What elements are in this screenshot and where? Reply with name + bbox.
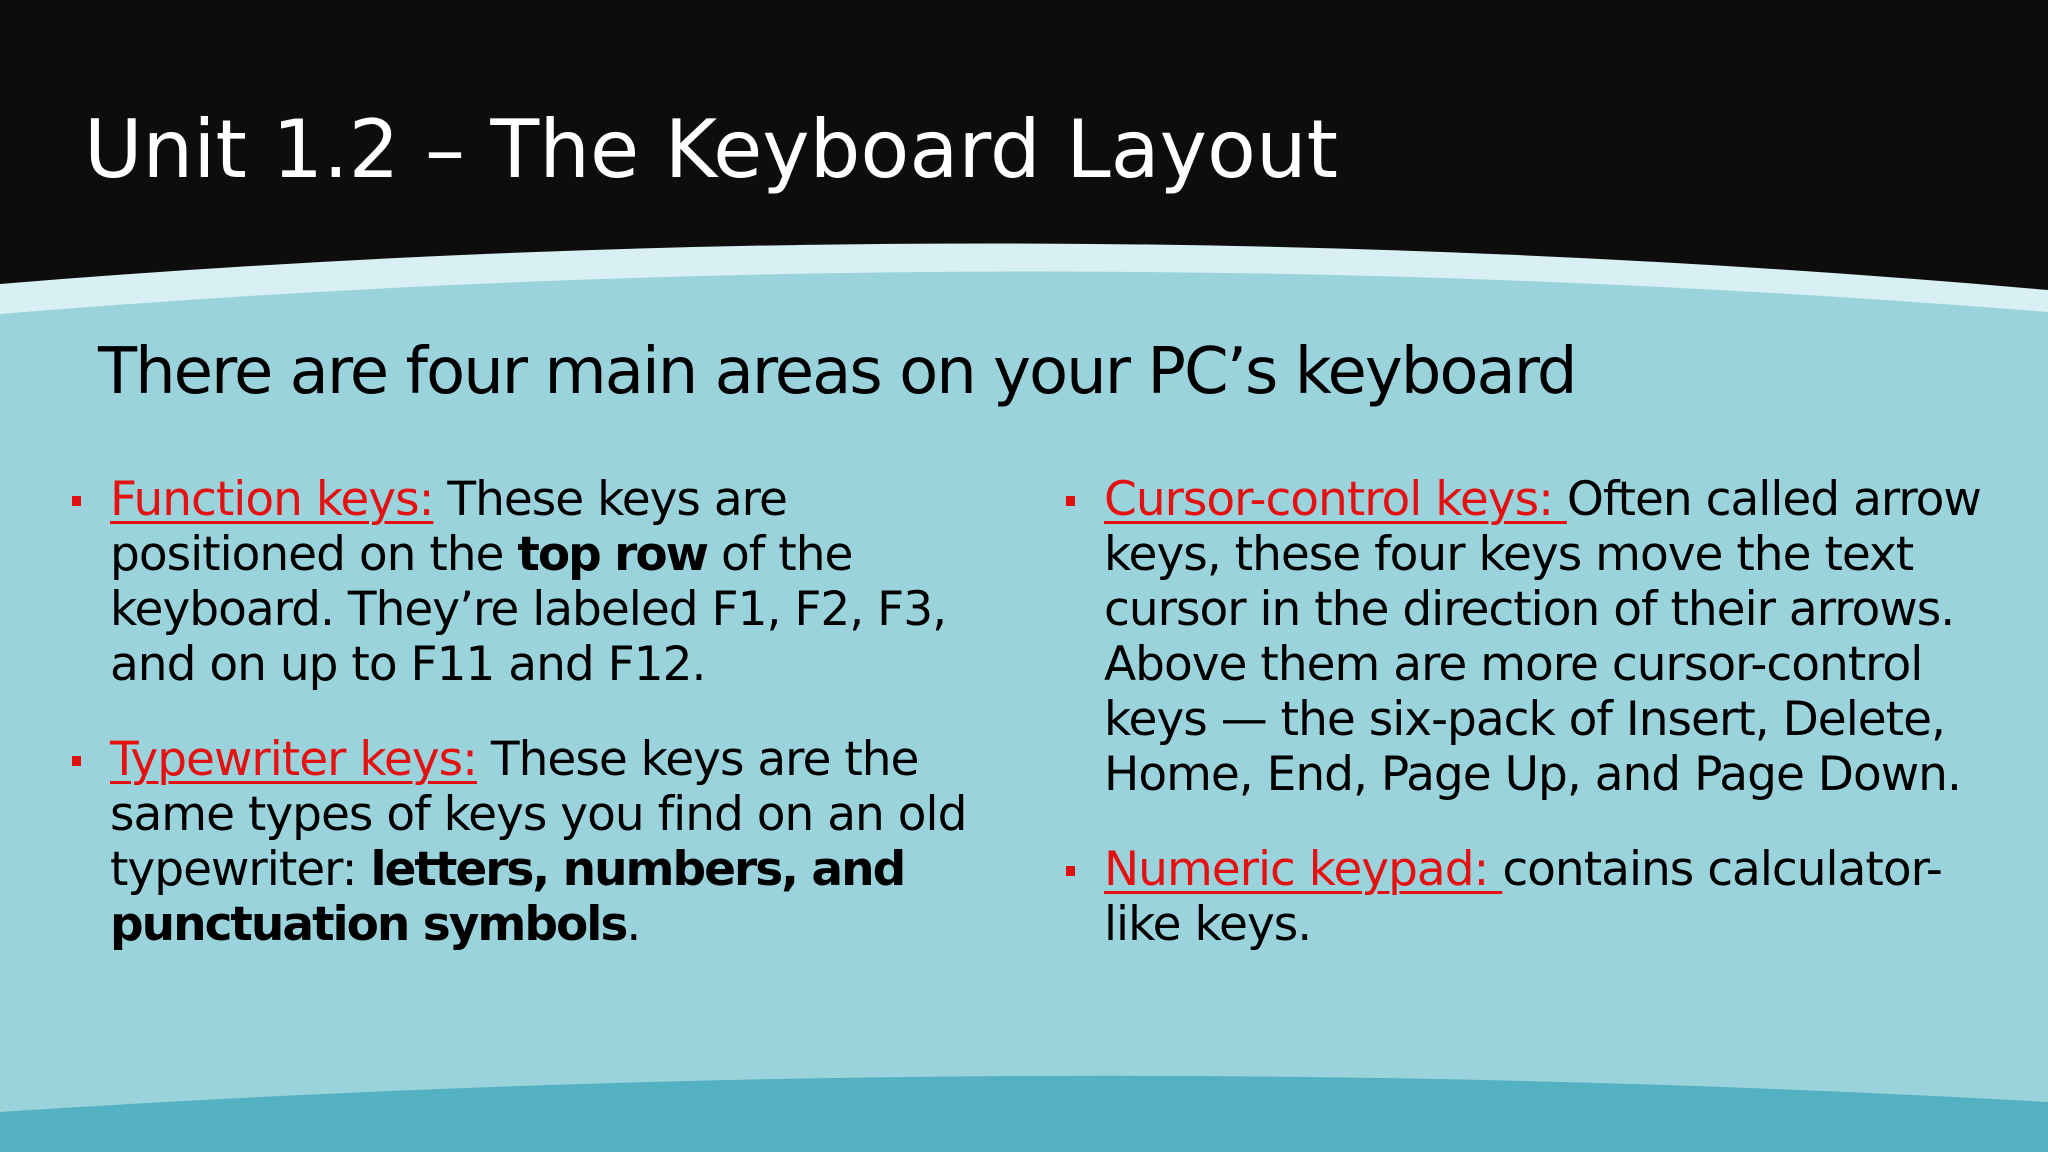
term-function-keys: Function keys: (110, 472, 434, 527)
term-typewriter-keys: Typewriter keys: (110, 732, 477, 787)
bullet-text: Often called arrow keys, these four keys move the text cursor in the direction of their arrows. Above them are more cursor-control keys — the six-pack of Insert, Delete, Home, End, Page Up, and Page Down. (1104, 472, 1981, 802)
square-bullet-icon (1066, 866, 1075, 876)
bullet-typewriter-keys (72, 732, 1012, 952)
bullet-emphasis: letters, numbers, and punctuation symbols (110, 842, 905, 952)
square-bullet-icon (72, 496, 81, 506)
slide-title: Unit 1.2 – The Keyboard Layout (84, 103, 1339, 196)
bullet-emphasis: top row (517, 527, 708, 582)
right-bullet-list (1066, 472, 2016, 992)
bullet-text: contains calculator-like keys. (1104, 842, 1942, 952)
left-bullet-list (72, 472, 1012, 992)
square-bullet-icon (1066, 496, 1075, 506)
bullet-text: These keys are positioned on the (110, 472, 787, 582)
bullet-text: . (626, 897, 641, 952)
bullet-text: of the keyboard. They’re labeled F1, F2, F3, and on up to F11 and F12. (110, 527, 947, 692)
bullet-text: These keys are the same types of keys you find on an old typewriter: (110, 732, 967, 897)
square-bullet-icon (72, 756, 81, 766)
term-numeric-keypad: Numeric keypad: (1104, 842, 1503, 897)
term-cursor-control-keys: Cursor-control keys: (1104, 472, 1567, 527)
bullet-function-keys (72, 472, 1012, 692)
bullet-cursor-control-keys (1066, 472, 2016, 802)
slide-subtitle: There are four main areas on your PC’s keyboard (98, 335, 1576, 409)
bullet-numeric-keypad (1066, 842, 2016, 952)
